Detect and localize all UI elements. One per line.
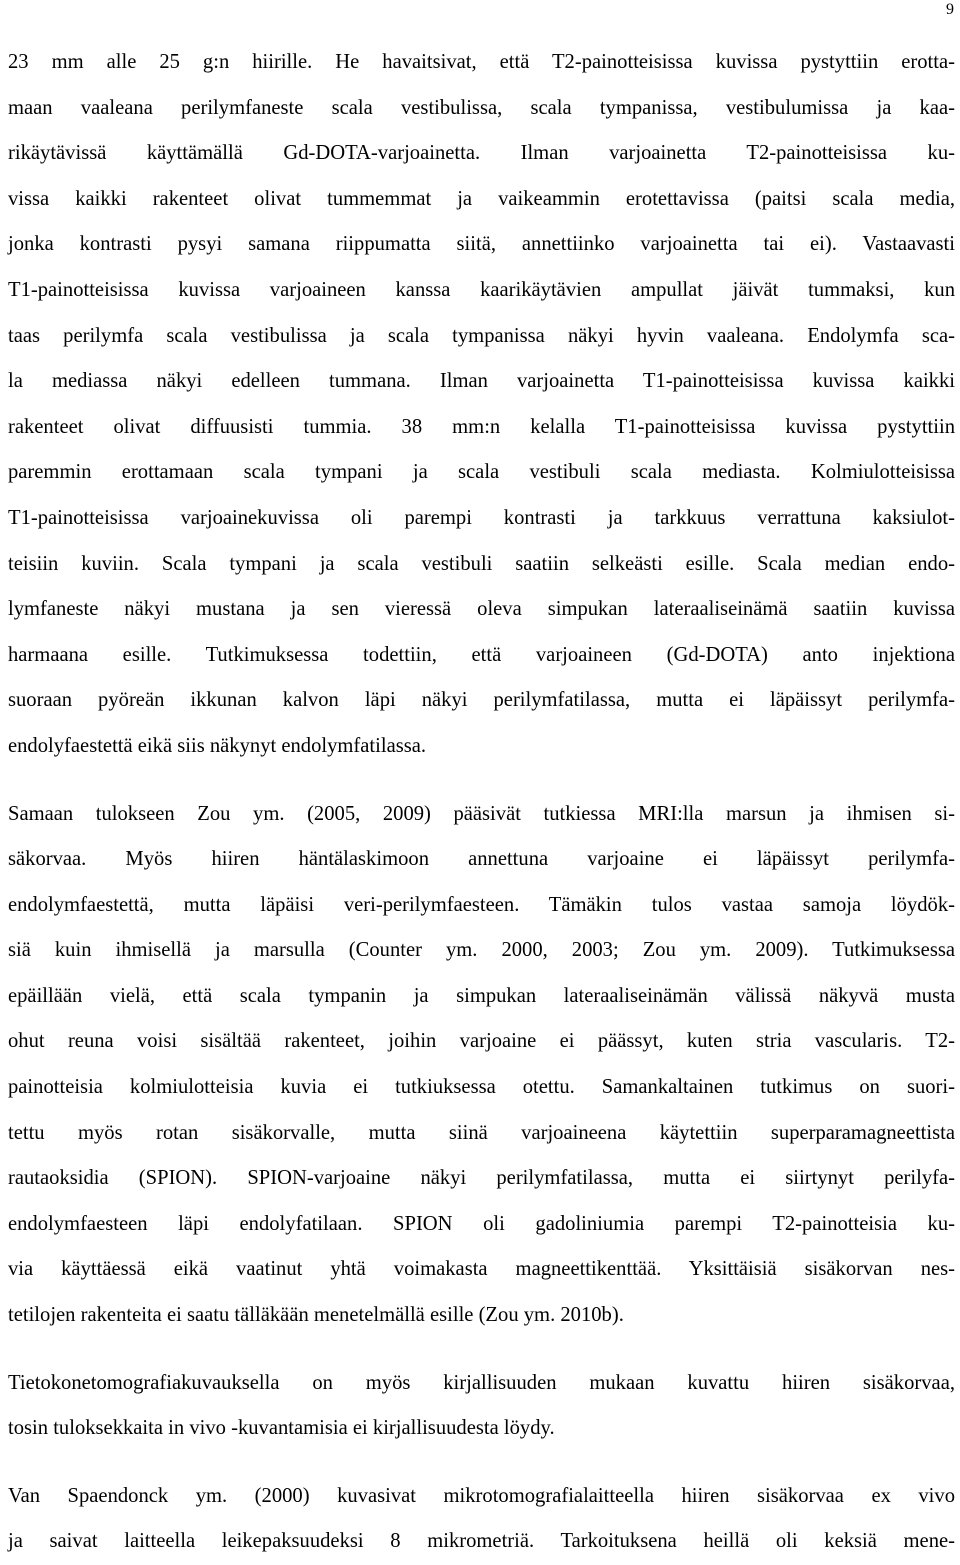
text-line: painotteisia kolmiulotteisia kuvia ei tutkiuksessa otettu. Samankaltainen tutkimus on suori-: [8, 1076, 955, 1099]
paragraph: [8, 1361, 955, 1452]
text-line: Tietokonetomografiakuvauksella on myös kirjallisuuden mukaan kuvattu hiiren sisäkorvaa,: [8, 1371, 955, 1394]
text-line: 23 mm alle 25 g:n hiirille. He havaitsivat, että T2-painotteisissa kuvissa pystyttiin erotta-: [8, 51, 955, 73]
text-line: rautaoksidia (SPION). SPION-varjoaine näkyi perilymfatilassa, mutta ei siirtynyt perilyfa-: [8, 1167, 955, 1190]
paragraph-gap: [8, 770, 955, 792]
text-line: tetilojen rakenteita ei saatu tälläkään menetelmällä esille (Zou ym. 2010b).: [8, 1304, 624, 1327]
body-text: [8, 40, 955, 1565]
text-line: maan vaaleana perilymfaneste scala vestibulissa, scala tympanissa, vestibulumissa ja kaa-: [8, 96, 955, 119]
text-line: T1-painotteisissa kuvissa varjoaineen kanssa kaarikäytävien ampullat jäivät tummaksi, kun: [8, 278, 955, 301]
paragraph: [8, 792, 955, 1339]
text-line: harmaana esille. Tutkimuksessa todettiin, että varjoaineen (Gd-DOTA) anto injektiona: [8, 643, 955, 666]
text-line: ja saivat laitteella leikepaksuudeksi 8 mikrometriä. Tarkoituksena heillä oli keksiä mene-: [8, 1530, 955, 1553]
text-line: vissa kaikki rakenteet olivat tummemmat ja vaikeammin erotettavissa (paitsi scala media,: [8, 187, 955, 210]
page-number: 9: [946, 1, 954, 18]
text-line: via käyttäessä eikä vaatinut yhtä voimakasta magneettikenttää. Yksittäisiä sisäkorvan nes-: [8, 1258, 955, 1281]
text-line: endolymfaestettä, mutta läpäisi veri-perilymfaesteen. Tämäkin tulos vastaa samoja löydök-: [8, 893, 955, 916]
text-line: tettu myös rotan sisäkorvalle, mutta siinä varjoaineena käytettiin superparamagneettista: [8, 1121, 955, 1144]
text-line: la mediassa näkyi edelleen tummana. Ilman varjoainetta T1-painotteisissa kuvissa kaikki: [8, 370, 955, 393]
text-line: endolyfaestettä eikä siis näkynyt endolymfatilassa.: [8, 734, 427, 757]
text-line: siä kuin ihmisellä ja marsulla (Counter ym. 2000, 2003; Zou ym. 2009). Tutkimuksessa: [8, 939, 955, 962]
text-line: lymfaneste näkyi mustana ja sen vieressä oleva simpukan lateraaliseinämä saatiin kuvissa: [8, 598, 955, 621]
paragraph: [8, 1474, 955, 1565]
text-line: Van Spaendonck ym. (2000) kuvasivat mikrotomografialaitteella hiiren sisäkorvaa ex vivo: [8, 1484, 955, 1507]
paragraph-gap: [8, 1339, 955, 1361]
text-line: epäillään vielä, että scala tympanin ja simpukan lateraaliseinämän välissä näkyvä musta: [8, 984, 955, 1007]
text-line: endolymfaesteen läpi endolyfatilaan. SPION oli gadoliniumia parempi T2-painotteisia ku-: [8, 1212, 955, 1235]
text-line: suoraan pyöreän ikkunan kalvon läpi näkyi perilymfatilassa, mutta ei läpäissyt perilymfa-: [8, 689, 955, 712]
paragraph: [8, 40, 955, 770]
text-line: paremmin erottamaan scala tympani ja scala vestibuli scala mediasta. Kolmiulotteisissa: [8, 461, 955, 484]
text-line: ohut reuna voisi sisältää rakenteet, joihin varjoaine ei päässyt, kuten stria vascularis. T2-: [8, 1030, 955, 1053]
text-line: Samaan tulokseen Zou ym. (2005, 2009) pääsivät tutkiessa MRI:lla marsun ja ihmisen si-: [8, 802, 955, 825]
paragraph-gap: [8, 1452, 955, 1474]
text-line: säkorvaa. Myös hiiren häntälaskimoon annettuna varjoaine ei läpäissyt perilymfa-: [8, 848, 955, 871]
text-line: rikäytävissä käyttämällä Gd-DOTA-varjoainetta. Ilman varjoainetta T2-painotteisissa ku-: [8, 142, 955, 165]
text-line: T1-painotteisissa varjoainekuvissa oli parempi kontrasti ja tarkkuus verrattuna kaksiulot-: [8, 506, 955, 529]
text-line: teisiin kuviin. Scala tympani ja scala vestibuli saatiin selkeästi esille. Scala median endo-: [8, 552, 955, 575]
text-line: taas perilymfa scala vestibulissa ja scala tympanissa näkyi hyvin vaaleana. Endolymfa sca-: [8, 324, 955, 347]
text-line: tosin tuloksekkaita in vivo -kuvantamisia ei kirjallisuudesta löydy.: [8, 1417, 555, 1440]
text-line: jonka kontrasti pysyi samana riippumatta siitä, annettiinko varjoainetta tai ei). Vastaavasti: [8, 233, 955, 256]
text-line: rakenteet olivat diffuusisti tummia. 38 mm:n kelalla T1-painotteisissa kuvissa pystyttiin: [8, 415, 955, 438]
